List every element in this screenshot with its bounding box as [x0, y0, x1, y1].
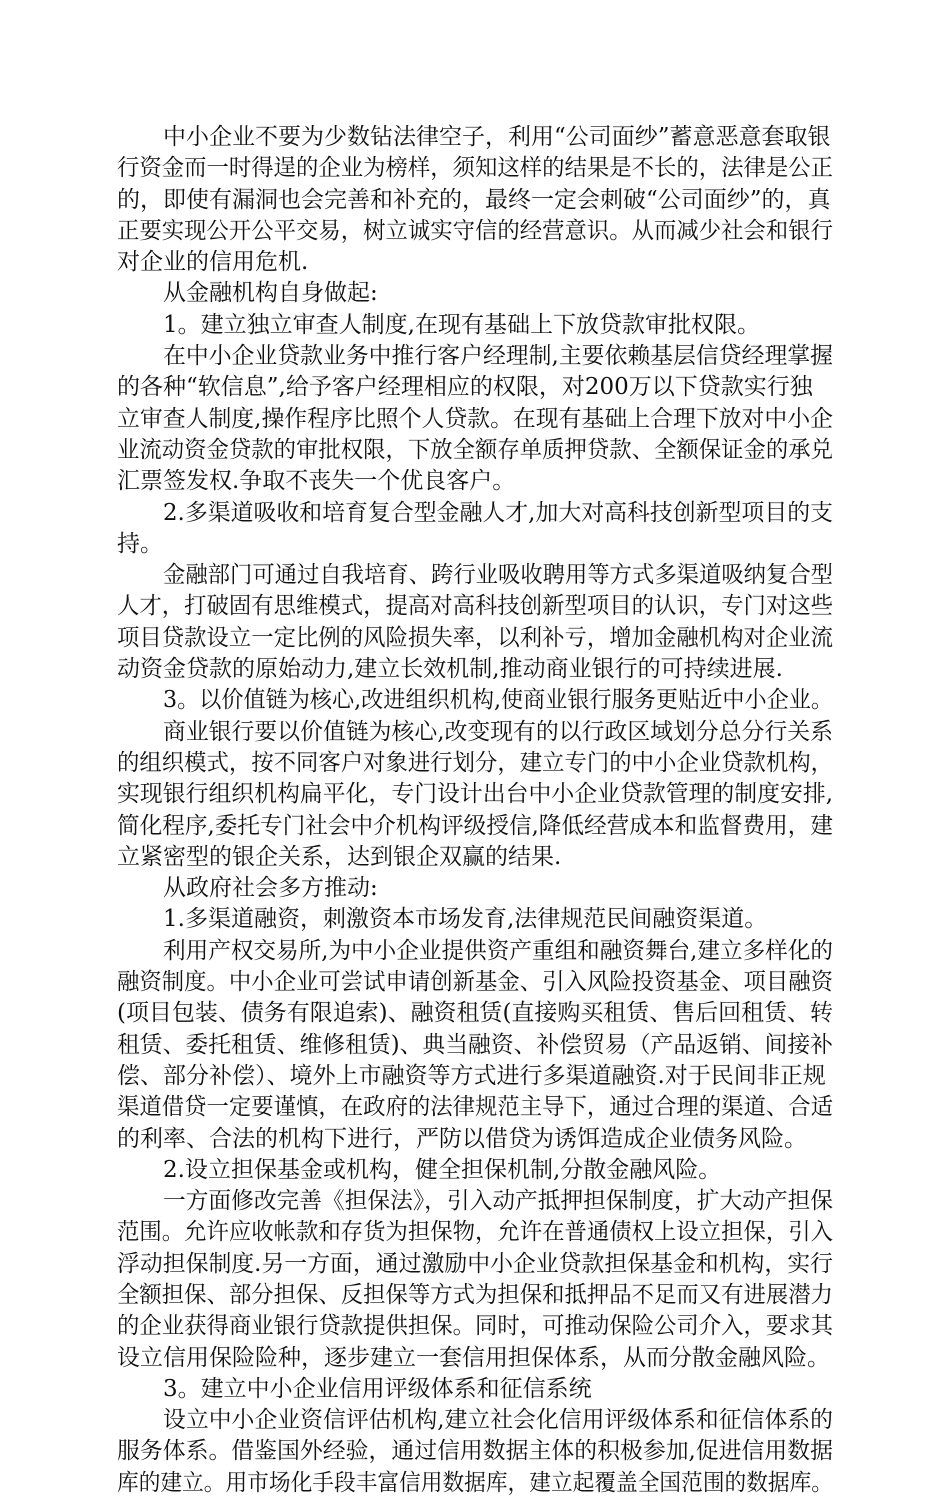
text-line	[117, 936, 833, 967]
text-line-content: 在中小企业贷款业务中推行客户经理制,主要依赖基层信贷经理掌握	[163, 343, 833, 370]
text-line-content: 利用产权交易所,为中小企业提供资产重组和融资舞台,建立多样化的	[163, 937, 833, 964]
text-line	[117, 811, 833, 842]
text-line-content: 全额担保、部分担保、反担保等方式为担保和抵押品不足而又有进展潜力	[117, 1281, 833, 1308]
text-line-content: 金融部门可通过自我培育、跨行业吸收聘用等方式多渠道吸纳复合型	[163, 562, 833, 589]
text-line-content: 偿、部分补偿）、境外上市融资等方式进行多渠道融资.对于民间非正规	[117, 1062, 826, 1089]
text-line	[117, 591, 833, 622]
text-line	[117, 1092, 833, 1123]
text-line	[117, 1311, 833, 1342]
text-line	[117, 341, 833, 372]
text-line	[117, 904, 833, 935]
text-line	[117, 529, 833, 560]
text-line-content: 2.设立担保基金或机构，健全担保机制,分散金融风险。	[163, 1156, 722, 1183]
text-line	[117, 372, 833, 403]
text-line	[117, 216, 833, 247]
text-line	[117, 498, 833, 529]
text-line	[117, 122, 833, 153]
text-line-content: 服务体系。借鉴国外经验，通过信用数据主体的积极参加,促进信用数据	[117, 1438, 833, 1465]
text-line	[117, 1249, 833, 1280]
text-line-content: 汇票签发权.争取不丧失一个优良客户。	[117, 468, 516, 495]
text-line	[117, 278, 833, 309]
text-line	[117, 873, 833, 904]
text-line-content: 的，即使有漏洞也会完善和补充的，最终一定会刺破“公司面纱”的，真	[117, 186, 831, 213]
text-line	[117, 623, 833, 654]
text-line-content: 租赁、委托租赁、维修租赁)、典当融资、补偿贸易（产品返销、间接补	[117, 1031, 833, 1058]
text-line	[117, 685, 833, 716]
text-line	[117, 1061, 833, 1092]
text-line-content: 3。建立中小企业信用评级体系和征信系统	[163, 1375, 592, 1402]
text-line-content: 从金融机构自身做起:	[163, 280, 378, 307]
text-line	[117, 1186, 833, 1217]
text-line-content: 3。以价值链为核心,改进组织机构,使商业银行服务更贴近中小企业。	[163, 687, 833, 714]
text-line	[117, 247, 833, 278]
text-line-content: 商业银行要以价值链为核心,改变现有的以行政区域划分总分行关系	[163, 718, 833, 745]
text-line-content: 动资金贷款的原始动力,建立长效机制,推动商业银行的可持续进展.	[117, 656, 783, 683]
text-line	[117, 1436, 833, 1467]
text-line-content: 渠道借贷一定要谨慎，在政府的法律规范主导下，通过合理的渠道、合适	[117, 1094, 833, 1121]
text-line-content: 从政府社会多方推动:	[163, 875, 378, 902]
text-line	[117, 1374, 833, 1405]
text-line	[117, 1217, 833, 1248]
text-line-content: 设立中小企业资信评估机构,建立社会化信用评级体系和征信体系的	[163, 1407, 833, 1434]
text-line-content: 项目贷款设立一定比例的风险损失率，以利补亏，增加金融机构对企业流	[117, 624, 833, 651]
text-line	[117, 1155, 833, 1186]
text-line-content: 实现银行组织机构扁平化，专门设计出台中小企业贷款管理的制度安排,	[117, 781, 833, 808]
text-line-content: 业流动资金贷款的审批权限，下放全额存单质押贷款、全额保证金的承兑	[117, 436, 833, 463]
text-line-content: 行资金而一时得逞的企业为榜样，须知这样的结果是不长的，法律是公正	[117, 155, 833, 182]
text-line	[117, 654, 833, 685]
text-line-content: 对企业的信用危机.	[117, 249, 309, 276]
text-line	[117, 748, 833, 779]
text-line-content: 融资制度。中小企业可尝试申请创新基金、引入风险投资基金、项目融资	[117, 969, 833, 996]
text-line-content: 浮动担保制度.另一方面，通过激励中小企业贷款担保基金和机构，实行	[117, 1250, 833, 1277]
text-line	[117, 185, 833, 216]
text-line-content: 正要实现公开公平交易，树立诚实守信的经营意识。从而减少社会和银行	[117, 217, 833, 244]
text-line-content: 一方面修改完善《担保法》，引入动产抵押担保制度，扩大动产担保	[163, 1188, 833, 1215]
text-line-content: 持。	[117, 530, 163, 557]
text-line	[117, 466, 833, 497]
text-line-content: 设立信用保险险种，逐步建立一套信用担保体系，从而分散金融风险。	[117, 1344, 830, 1371]
text-line-content: 的企业获得商业银行贷款提供担保。同时，可推动保险公司介入，要求其	[117, 1313, 833, 1340]
text-line-content: 立紧密型的银企关系，达到银企双赢的结果.	[117, 843, 562, 870]
text-line	[117, 1343, 833, 1374]
text-line-content: 1.多渠道融资，刺激资本市场发育,法律规范民间融资渠道。	[163, 906, 768, 933]
text-line-content: 2.多渠道吸收和培育复合型金融人才,加大对高科技创新型项目的支	[163, 499, 833, 526]
text-line	[117, 998, 833, 1029]
text-line	[117, 404, 833, 435]
text-line	[117, 560, 833, 591]
text-line-content: 简化程序,委托专门社会中介机构评级授信,降低经营成本和监督费用，建	[117, 812, 833, 839]
text-line-content: 立审查人制度,操作程序比照个人贷款。在现有基础上合理下放对中小企	[117, 405, 833, 432]
text-line	[117, 967, 833, 998]
text-line	[117, 842, 833, 873]
text-line	[117, 1468, 833, 1499]
text-line-content: 中小企业不要为少数钻法律空子，利用“公司面纱”蓄意恶意套取银	[163, 124, 831, 150]
text-line	[117, 1405, 833, 1436]
text-line-content: 范围。允许应收帐款和存货为担保物，允许在普通债权上设立担保，引入	[117, 1219, 833, 1246]
text-line	[117, 310, 833, 341]
text-line-content: 的组织模式，按不同客户对象进行划分，建立专门的中小企业贷款机构，	[117, 749, 833, 776]
text-line	[117, 153, 833, 184]
text-line	[117, 717, 833, 748]
text-line	[117, 435, 833, 466]
text-line-content: 库的建立。用市场化手段丰富信用数据库，建立起覆盖全国范围的数据库。	[117, 1469, 833, 1496]
text-line	[117, 1280, 833, 1311]
text-line-content: 人才，打破固有思维模式，提高对高科技创新型项目的认识，专门对这些	[117, 593, 833, 620]
text-line	[117, 1030, 833, 1061]
text-line-content: 的各种“软信息”,给予客户经理相应的权限，对200万以下贷款实行独	[117, 374, 813, 401]
text-line-content: 1。建立独立审查人制度,在现有基础上下放贷款审批权限。	[163, 311, 760, 338]
text-line-content: (项目包装、债务有限追索)、融资租赁(直接购买租赁、售后回租赁、转	[117, 1000, 833, 1027]
text-line-content: 的利率、合法的机构下进行，严防以借贷为诱饵造成企业债务风险。	[117, 1125, 807, 1152]
document-body	[117, 122, 833, 1499]
text-line	[117, 1124, 833, 1155]
text-line	[117, 779, 833, 810]
